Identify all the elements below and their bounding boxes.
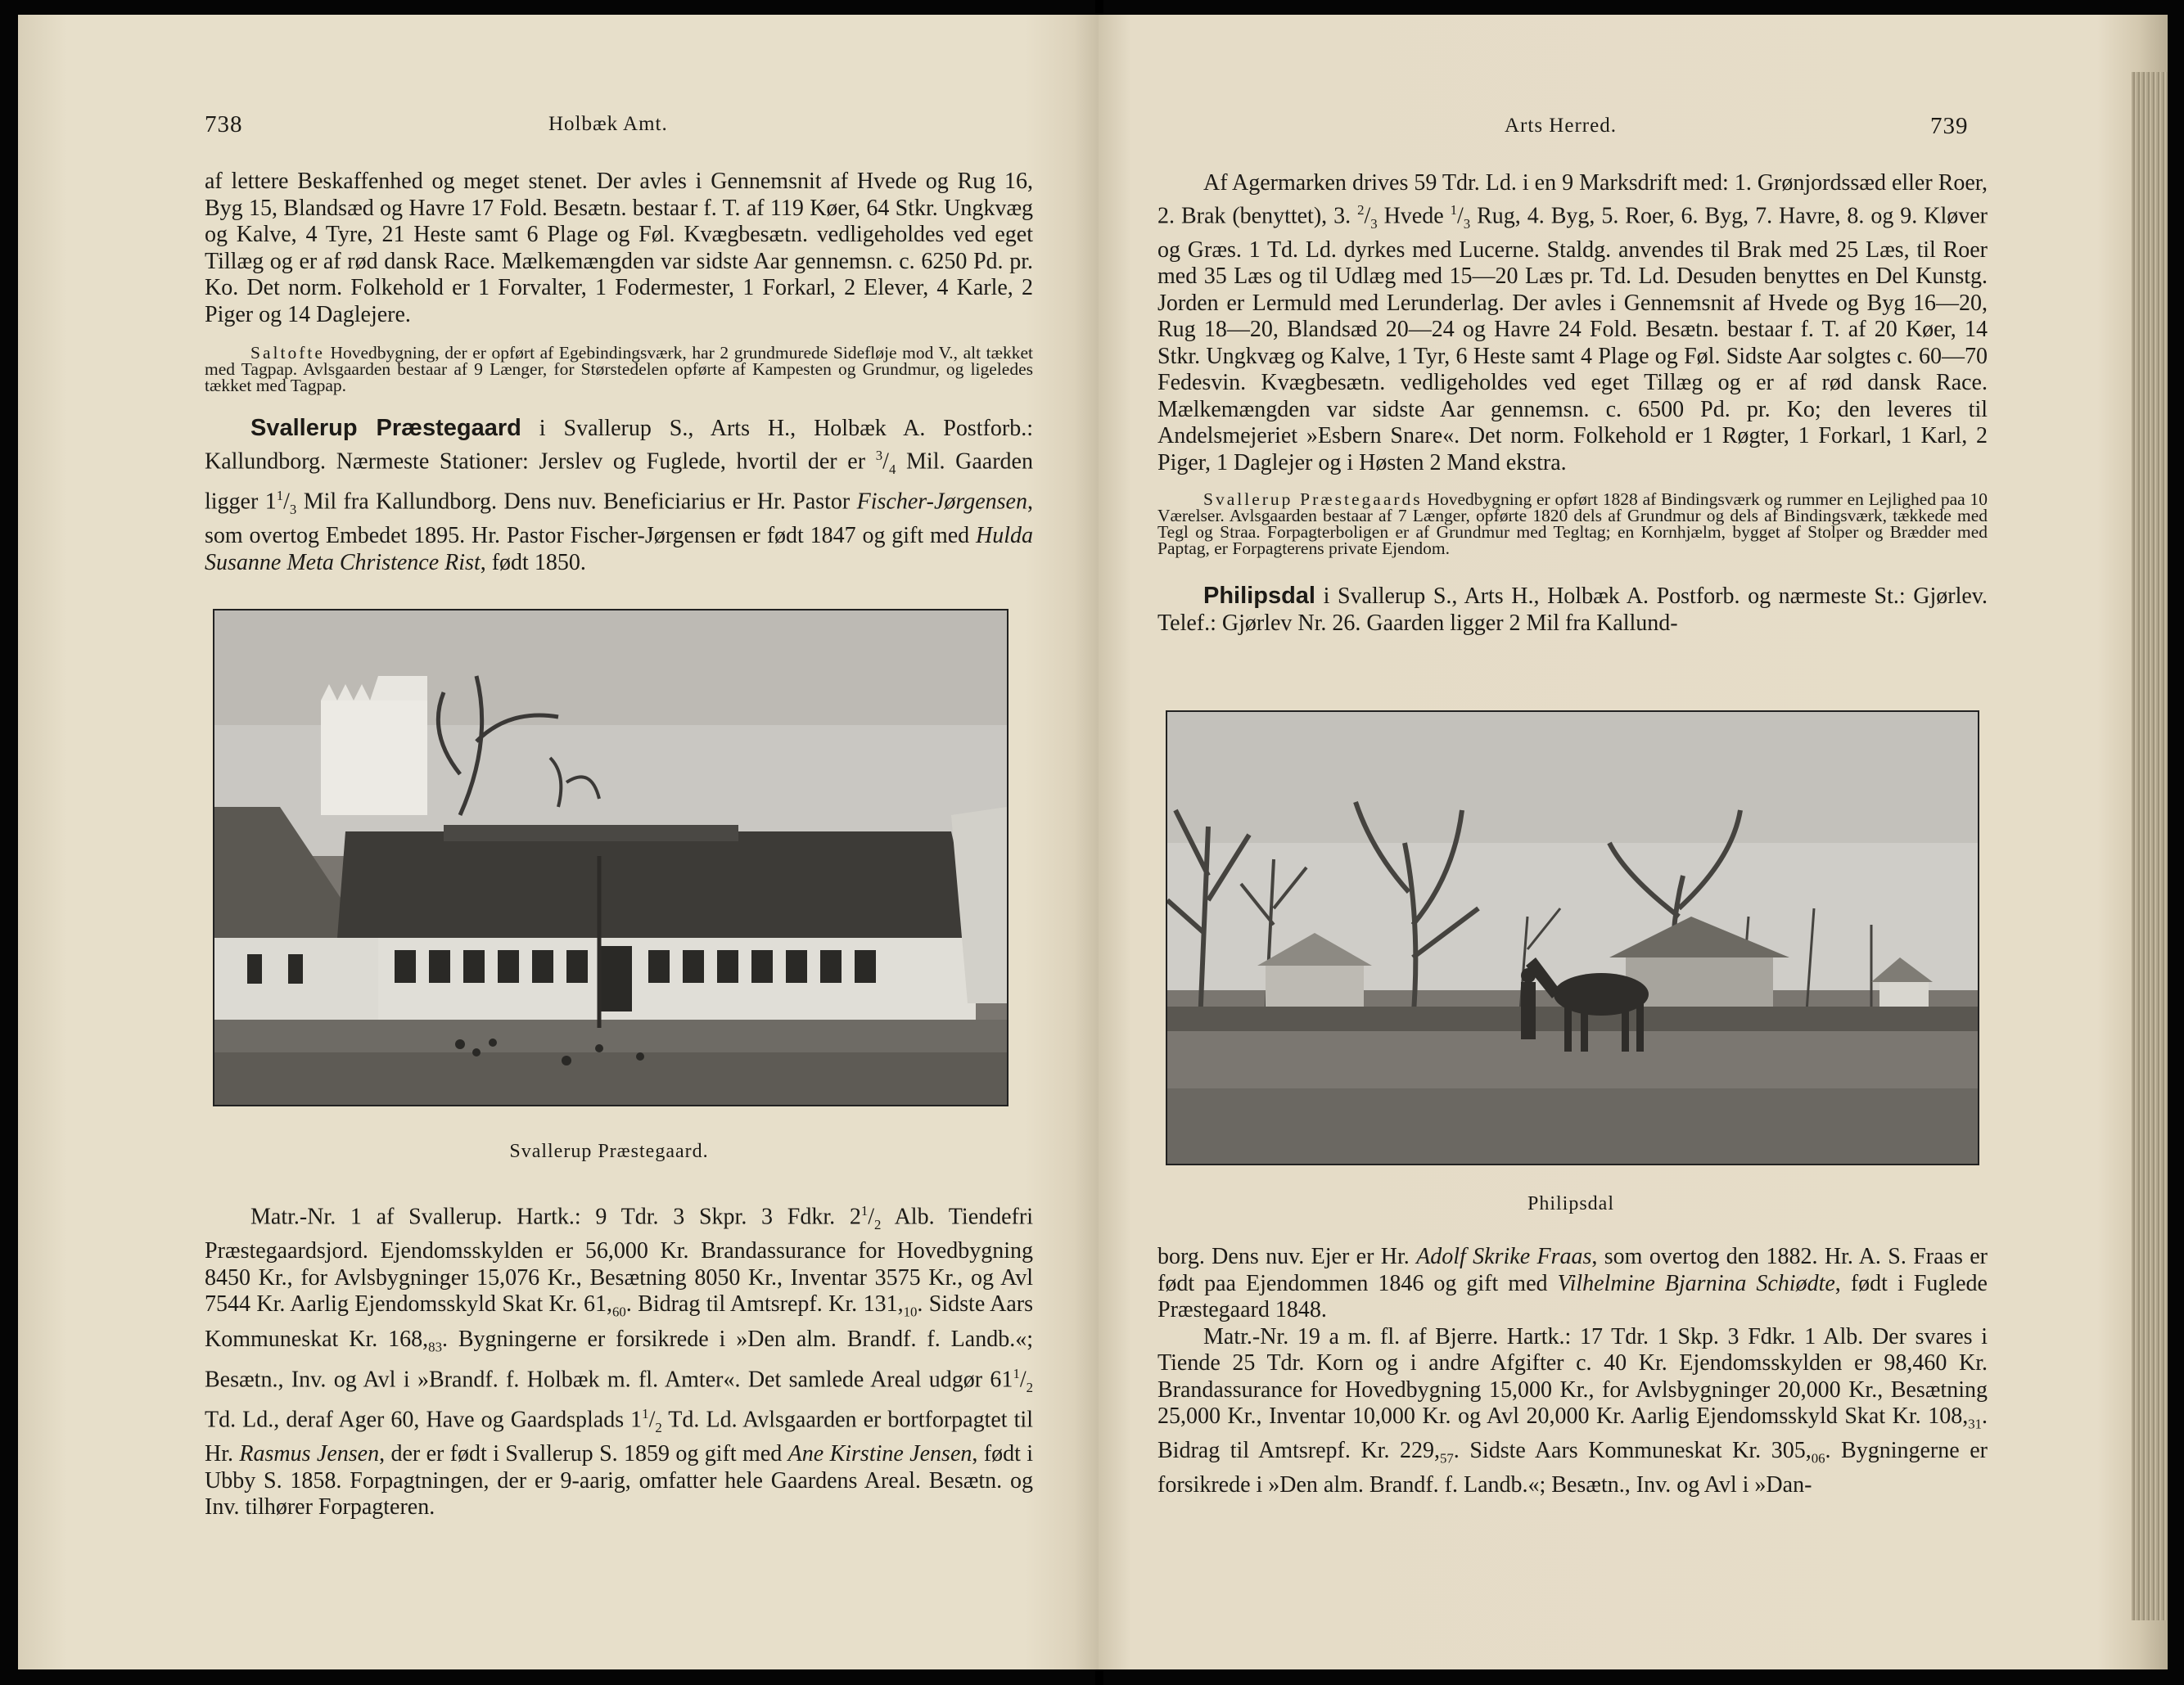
field-with-horse-illustration <box>1167 712 1978 1164</box>
fraction-denominator: 2 <box>874 1216 882 1232</box>
fraction-numerator: 1 <box>1450 201 1457 218</box>
small-print-text: Hovedbygning er opført 1828 af Bindingsværk og rummer en Lejlighed paa 10 Værelser. Avlsgaarden bestaar af 7 Længer, opførte 1820 dels af Grundmur og dels af Bindingsværk, tækkede med Tegl og Straa. Forpagterboligen er af Grundmur med Tegltag; en Kornhjælm, bygget af Stolper og Brædder med Paptag, er Forpagterens private Ejendom. <box>1157 489 1988 559</box>
entry-text: i Svallerup S., Arts H., Holbæk A. Postforb. og nærmeste St.: Gjørlev. Telef.: Gjørlev Nr. 26. Gaarden ligger 2 Mil fra Kallund- <box>1157 583 1988 636</box>
fraction-denominator: 3 <box>1370 215 1378 232</box>
fraction-numerator: 1 <box>642 1406 649 1422</box>
entry-text: . Bidrag til Amtsrepf. Kr. 131, <box>625 1291 904 1318</box>
entry-text: , født i Fuglede Præstegaard 1848. <box>1157 1270 1988 1322</box>
entry-text: Matr.-Nr. 1 af Svallerup. Hartk.: 9 Tdr. 3 Skpr. 3 Fdkr. 2 <box>250 1204 861 1230</box>
fraction-denominator: 3 <box>289 501 297 517</box>
paragraph-matr-bjerre <box>1157 1324 1988 1499</box>
entry-text: Mil fra Kallundborg. Dens nuv. Beneficiarius er Hr. Pastor <box>296 489 857 515</box>
oere-subscript: 83 <box>428 1339 442 1355</box>
photo-caption: Philipsdal <box>1527 1193 1614 1214</box>
entry-text: Matr.-Nr. 19 a m. fl. af Bjerre. Hartk.: 17 Tdr. 1 Skp. 3 Fdkr. 1 Alb. Der svares i Tiende 25 Tdr. Korn og i andre Afgifter c. 40 Kr. Ejendomsskylden er 98,460 Kr. Brandassurance for Hovedbygning 15,000 Kr., for Avlsbygninger 20,000 Kr., Besætning 25,000 Kr., Inventar 10,000 Kr. og Avl 20,000 Kr. Aarlig Ejendomsskyld Skat Kr. 108, <box>1157 1323 1988 1429</box>
fraction-numerator: 1 <box>1013 1365 1020 1381</box>
entry-text: Af Agermarken drives 59 Tdr. Ld. i en 9 Marksdrift med: 1. Grønjordssæd eller Roer, 2. Brak (benyttet), 3. <box>1157 170 1988 228</box>
text-block-top <box>1157 170 1988 637</box>
entry-text: , født 1850. <box>480 549 586 575</box>
oere-subscript: 60 <box>611 1304 626 1321</box>
small-print-spaced-word: Svallerup Præstegaards <box>1203 489 1423 510</box>
oere-subscript: 06 <box>1811 1450 1825 1466</box>
entry-text: Mil. Gaarden ligger 1 <box>205 448 1033 515</box>
page-number: 739 <box>1930 113 1969 139</box>
entry-text: , der er født i Svallerup S. 1859 og gift med <box>379 1441 788 1467</box>
entry-text: Rug, 4. Byg, 5. Roer, 6. Byg, 7. Havre, 8. og 9. Kløver og Græs. 1 Td. Ld. dyrkes med Lucerne. Staldg. anvendes til Brak med 25 Læs, til Roer med 35 Læs og til Udlæg med 15—20 Læs pr. Td. Ld. Desuden benyttes en Del Kunstg. Jorden er Lermuld med Lerunderlag. Der avles i Gennemsnit af Hvede og Byg 16—20, Rug 18—20, Blandsæd 20—24 og Havre 24 Fold. Besætn. bestaar f. T. af 20 Køer, 14 Stkr. Ungkvæg og Kalve, 1 Tyr, 6 Heste samt 4 Plage og Føl. Sidste Aar solgtes c. 60—70 Fedesvin. Kvægbesætn. vedligeholdes ved eget Tillæg og er af rød dansk Race. Mælkemængden var sidste Aar gennemsn. c. 6500 Pd. pr. Ko; den leveres til Andelsmejeriet »Esbern Snare«. Det norm. Folkehold er 1 Røgter, 1 Forkarl, 1 Karl, 2 Piger, 1 Daglejer og i Høsten 2 Mand ekstra. <box>1157 202 1988 475</box>
fraction-numerator: 1 <box>860 1203 869 1219</box>
small-print-svallerup-buildings <box>1157 489 1988 559</box>
entry-philipsdal <box>1157 583 1988 637</box>
text-block-bottom <box>1157 1244 1988 1499</box>
photo-philipsdal <box>1166 710 1979 1165</box>
running-head: Arts Herred. <box>1505 115 1617 137</box>
fraction-numerator: 2 <box>1357 201 1365 218</box>
paragraph-matr-svallerup: Matr.-Nr. 1 af Svallerup. Hartk.: 9 Tdr. 3 Skpr. 3 Fdkr. $2^1/_2$ Alb. Tiendefri Præstegaardsjord. Ejendomsskylden er 56,000 Kr. Brandassurance for Hovedbygning 8450 Kr., for Avlsbygninger 15,076 Kr., Besætning 8050 Kr., Inventar 3575 Kr., og Avl 7544 Kr. Aarlig Ejendomsskyld Skat Kr. $61,_{60}$. Bidrag til Amtsrepf. Kr. $131,_{10}$. Sidste Aars Kommuneskat Kr. $168,_{83}$. Bygningerne er forsikrede i »Den alm. Brandf. f. Landb.«; Besætn., Inv. og Avl i »Brandf. f. Holbæk m. fl. Amter«. Det samlede Areal udgør $61^1/_2$ Td. Ld., deraf Ager 60, Have og Gaardsplads $1^1/_2$ Td. Ld. Avlsgaarden er bortforpagtet til Hr. Rasmus Jensen, der er født i Svallerup S. 1859 og gift med Ane Kirstine Jensen, født i Ubby S. 1858. Forpagtningen, der er 9-aarig, omfatter hele Gaardens Areal. Besætn. og Inv. tilhører Forpagteren. <box>205 1203 1034 1521</box>
running-head: Holbæk Amt. <box>548 113 668 135</box>
person-name: Rasmus Jensen <box>239 1441 380 1467</box>
paragraph-hjortholm-continued: af lettere Beskaffenhed og meget stenet. Der avles i Gennemsnit af Hvede og Rug 16, Byg 15, Blandsæd og Havre 17 Fold. Besætn. bestaar f. T. af 119 Køer, 64 Stkr. Ungkvæg og Kalve, 4 Tyre, 21 Heste samt 6 Plage og Føl. Kvægbesætn. vedligeholdes ved eget Tillæg og er af rød dansk Race. Mælkemængden var sidste Aar gennemsn. c. 6250 Pd. pr. Ko. Det norm. Folkehold er 1 Forvalter, 1 Fodermester, 1 Forkarl, 2 Elever, 4 Karle, 2 Piger og 14 Daglejere. <box>205 169 1033 327</box>
paragraph-agermarken: Af Agermarken drives 59 Tdr. Ld. i en 9 Marksdrift med: 1. Grønjordssæd eller Roer, 2. Brak (benyttet), 3. $^2/_3$ Hvede $^1/_3$ Rug, 4. Byg, 5. Roer, 6. Byg, 7. Havre, 8. og 9. Kløver og Græs. 1 Td. Ld. dyrkes med Lucerne. Staldg. anvendes til Brak med 25 Læs, til Roer med 35 Læs og til Udlæg med 15—20 Læs pr. Td. Ld. Desuden benyttes en Del Kunstg. Jorden er Lermuld med Lerunderlag. Der avles i Gennemsnit af Hvede og Byg 16—20, Rug 18—20, Blandsæd 20—24 og Havre 24 Fold. Besætn. bestaar f. T. af 20 Køer, 14 Stkr. Ungkvæg og Kalve, 1 Tyr, 6 Heste samt 4 Plage og Føl. Sidste Aar solgtes c. 60—70 Fedesvin. Kvægbesætn. vedligeholdes ved eget Tillæg og er af rød dansk Race. Mælkemængden var sidste Aar gennemsn. c. 6500 Pd. pr. Ko; den leveres til Andelsmejeriet »Esbern Snare«. Det norm. Folkehold er 1 Røgter, 1 Forkarl, 1 Karl, 2 Piger, 1 Daglejer og i Høsten 2 Mand ekstra. <box>1157 170 1988 475</box>
photo-caption: Svallerup Præstegaard. <box>509 1141 709 1162</box>
entry-heading: Philipsdal <box>1203 583 1315 610</box>
paragraph-philipsdal-owner <box>1157 1244 1988 1324</box>
person-name: Vilhelmine Bjarnina Schiødte <box>1557 1270 1835 1296</box>
person-name: Adolf Skrike Fraas <box>1416 1244 1592 1269</box>
small-print-saltofte <box>205 345 1033 394</box>
left-page <box>18 15 1099 1669</box>
entry-text: , født i Ubby S. 1858. Forpagtningen, der er 9-aarig, omfatter hele Gaardens Areal. Besætn. og Inv. tilhører Forpagteren. <box>205 1441 1034 1521</box>
oere-subscript: 10 <box>903 1304 918 1321</box>
farmhouse-illustration <box>214 610 1007 1105</box>
entry-text: Alb. Tiendefri Præstegaardsjord. Ejendomsskylden er 56,000 Kr. Brandassurance for Hovedbygning 8450 Kr., for Avlsbygninger 15,076 Kr., Besætning 8050 Kr., Inventar 3575 Kr., og Avl 7544 Kr. Aarlig Ejendomsskyld Skat Kr. 61, <box>205 1204 1033 1318</box>
text-block-top <box>205 169 1033 576</box>
entry-text: Td. Ld. Avlsgaarden er bortforpagtet til Hr. <box>205 1407 1033 1467</box>
small-print-spaced-word: Saltofte <box>250 343 325 363</box>
entry-text: , som overtog den 1882. Hr. A. S. Fraas er født paa Ejendommen 1846 og gift med <box>1157 1244 1988 1296</box>
fraction-denominator: 2 <box>655 1419 662 1435</box>
entry-heading: Svallerup Præstegaard <box>250 415 521 441</box>
page-edge-stack <box>2132 72 2168 1620</box>
page-number: 738 <box>205 111 243 137</box>
fraction-denominator: 3 <box>1463 215 1471 232</box>
small-print-text: Hovedbygning, der er opført af Egebindingsværk, har 2 grundmurede Sidefløje mod V., alt tækket med Tagpap. Avlsgaarden bestaar af 9 Længer, for Størstedelen opførte af Kampesten og Grundmur, og ligeledes tækket med Tagpap. <box>205 343 1033 395</box>
oere-subscript: 31 <box>1968 1416 1982 1432</box>
entry-text: , som overtog Embedet 1895. Hr. Pastor Fischer-Jørgensen er født 1847 og gift med <box>205 489 1033 549</box>
entry-text: . Bidrag til Amtsrepf. Kr. 229, <box>1157 1403 1988 1464</box>
entry-svallerup: Svallerup Præstegaard i Svallerup S., Arts H., Holbæk A. Postforb.: Kallundborg. Nærmeste Stationer: Jerslev og Fuglede, hvortil der er $^3/_4$ Mil. Gaarden ligger $1^1/_3$ Mil fra Kallundborg. Dens nuv. Beneficiarius er Hr. Pastor Fischer-Jørgensen, som overtog Embedet 1895. Hr. Pastor Fischer-Jørgensen er født 1847 og gift med Hulda Susanne Meta Christence Rist, født 1850. <box>205 415 1033 575</box>
text-block-bottom <box>205 1198 1033 1521</box>
right-page <box>1099 15 2168 1669</box>
fraction-numerator: 3 <box>875 447 883 463</box>
entry-text: borg. Dens nuv. Ejer er Hr. <box>1157 1244 1417 1269</box>
entry-text: . Bygningerne er forsikrede i »Den alm. Brandf. f. Landb.«; Besætn., Inv. og Avl i »Dan- <box>1157 1438 1988 1498</box>
person-name: Hulda Susanne Meta Christence Rist <box>205 523 1033 575</box>
entry-text: . Bygningerne er forsikrede i »Den alm. Brandf. f. Landb.«; Besætn., Inv. og Avl i »Brandf. f. Holbæk m. fl. Amter«. Det samlede Areal udgør 61 <box>205 1326 1033 1392</box>
entry-text: . Sidste Aars Kommuneskat Kr. 305, <box>1453 1438 1812 1464</box>
entry-text: Td. Ld., deraf Ager 60, Have og Gaardsplads 1 <box>205 1407 643 1433</box>
entry-text: . Sidste Aars Kommuneskat Kr. 168, <box>205 1291 1033 1352</box>
entry-text: i Svallerup S., Arts H., Holbæk A. Postforb.: Kallundborg. Nærmeste Stationer: Jerslev og Fuglede, hvortil der er <box>205 416 1033 474</box>
oere-subscript: 57 <box>1440 1450 1454 1466</box>
person-name: Fischer-Jørgensen <box>856 489 1027 515</box>
fraction-numerator: 1 <box>276 487 284 503</box>
fraction-denominator: 4 <box>888 461 896 477</box>
fraction-denominator: 2 <box>1026 1379 1033 1395</box>
photo-svallerup-praestegaard <box>213 609 1009 1106</box>
person-name: Ane Kirstine Jensen <box>787 1441 972 1467</box>
entry-text: Hvede <box>1377 202 1451 228</box>
